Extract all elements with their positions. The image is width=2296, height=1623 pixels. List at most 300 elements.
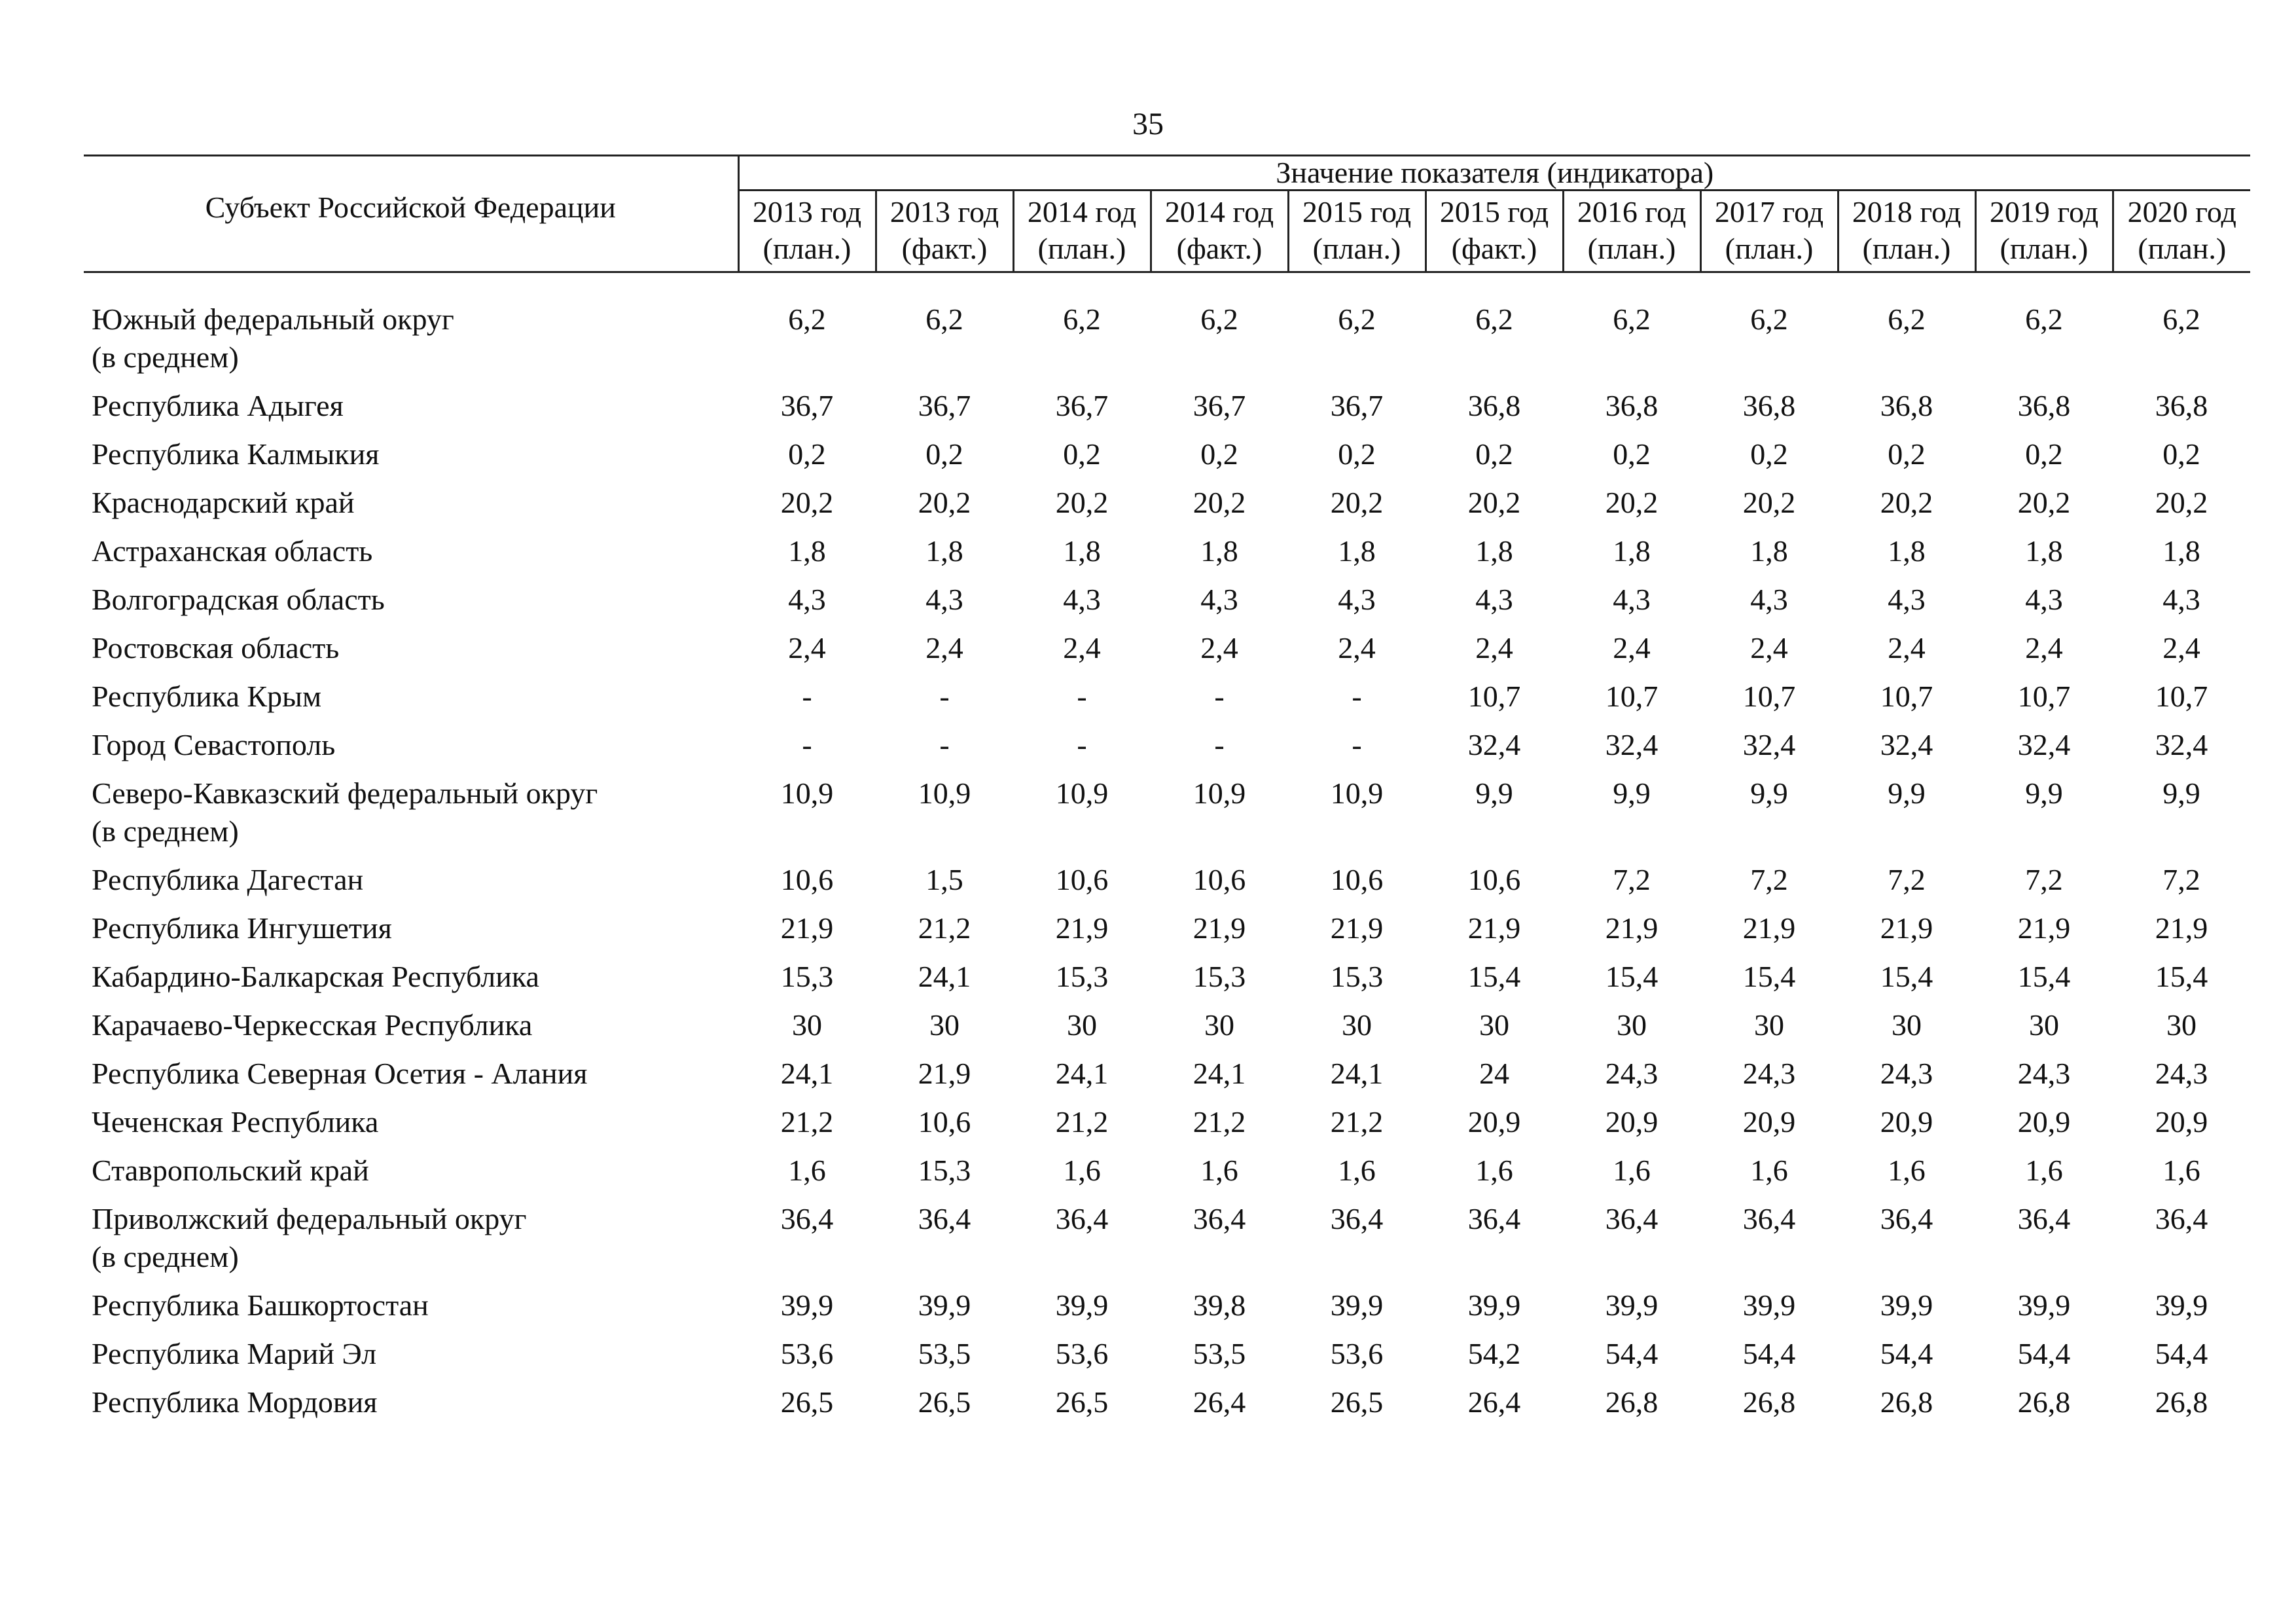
table-row [84,295,2250,382]
value-cell: 26,5 [1330,1385,1384,1419]
value-cell: 1,6 [788,1154,826,1187]
value-cell: 26,5 [780,1385,834,1419]
region-name-cell [84,1281,738,1330]
header-spacer [84,272,2250,296]
value-cell: 7,2 [2025,863,2063,896]
region-name-line: Ростовская область [92,631,340,665]
value-cell: - [802,728,812,761]
value-cell: 0,2 [925,437,963,471]
value-cell: 54,2 [1467,1337,1521,1370]
table-row [84,479,2250,527]
value-cell: 1,6 [2162,1154,2200,1187]
value-cell: 4,3 [1338,583,1376,616]
value-cell: 9,9 [1750,776,1788,810]
value-cell: - [802,680,812,713]
value-cell: 10,7 [2017,680,2071,713]
value-cell: 36,8 [1880,389,1933,422]
value-cell: 20,2 [918,486,971,519]
table-row [84,624,2250,672]
value-cell: 1,8 [2162,534,2200,568]
value-cell: 6,2 [2025,302,2063,336]
region-name-cell [84,1378,738,1427]
value-cell: 39,9 [2155,1288,2208,1322]
value-cell: 53,6 [1055,1337,1109,1370]
value-cell: 4,3 [1750,583,1788,616]
column-year: 2018 год [1852,195,1962,228]
value-cell: 39,9 [1742,1288,1796,1322]
value-cell: 10,6 [1193,863,1246,896]
region-name-cell [84,672,738,721]
column-kind: (факт.) [901,232,988,265]
value-cell: 36,4 [780,1202,834,1235]
value-cell: 7,2 [2162,863,2200,896]
table-row [84,904,2250,953]
value-cell: 21,2 [1330,1105,1384,1139]
value-cell: 7,2 [1750,863,1788,896]
region-name-line: Республика Крым [92,680,322,713]
value-cell: 10,7 [1742,680,1796,713]
table-row [84,1001,2250,1049]
value-cell: 26,8 [1605,1385,1659,1419]
value-cell: 1,6 [1888,1154,1926,1187]
value-cell: 2,4 [1750,631,1788,665]
value-cell: 24,1 [918,960,971,993]
region-name-cell [84,856,738,904]
value-cell: 10,7 [1605,680,1659,713]
value-cell: 20,9 [2155,1105,2208,1139]
value-cell: - [1352,728,1362,761]
column-kind: (факт.) [1176,232,1263,265]
value-cell: 6,2 [2162,302,2200,336]
year-column-header [1151,191,1288,272]
table-row [84,1281,2250,1330]
value-cell: 24,3 [1742,1057,1796,1090]
table-row [84,953,2250,1001]
value-cell: 21,2 [780,1105,834,1139]
value-cell: - [1214,680,1225,713]
value-cell: 36,8 [1742,389,1796,422]
value-cell: 36,8 [2155,389,2208,422]
region-name-cell [84,430,738,479]
column-year: 2020 год [2127,195,2236,228]
value-cell: 10,9 [1055,776,1109,810]
value-cell: 2,4 [2162,631,2200,665]
value-cell: 21,9 [1055,911,1109,945]
value-cell: 9,9 [1888,776,1926,810]
region-name-cell [84,1146,738,1195]
region-name-line: Южный федеральный округ [92,302,454,336]
table-row [84,575,2250,624]
value-cell: 10,6 [1330,863,1384,896]
table-row [84,1378,2250,1427]
value-cell: 20,9 [1880,1105,1933,1139]
value-cell: 39,9 [1605,1288,1659,1322]
value-cell: 54,4 [1742,1337,1796,1370]
value-cell: 36,4 [1055,1202,1109,1235]
value-cell: 30 [2166,1008,2197,1042]
value-cell: 1,5 [925,863,963,896]
column-year: 2013 год [752,195,862,228]
value-cell: 20,2 [780,486,834,519]
value-cell: 53,5 [918,1337,971,1370]
value-cell: 20,9 [1467,1105,1521,1139]
value-cell: 0,2 [2025,437,2063,471]
column-kind: (план.) [1862,232,1951,265]
value-cell: 30 [2029,1008,2059,1042]
value-cell: 10,7 [2155,680,2208,713]
value-cell: - [1214,728,1225,761]
region-name-line: Карачаево-Черкесская Республика [92,1008,533,1042]
value-cell: 30 [1342,1008,1372,1042]
value-cell: 21,9 [2155,911,2208,945]
value-cell: 2,4 [788,631,826,665]
region-name-cell [84,769,738,856]
value-cell: 0,2 [2162,437,2200,471]
value-cell: 6,2 [1200,302,1238,336]
value-cell: 30 [792,1008,822,1042]
value-cell: 30 [1617,1008,1647,1042]
value-cell: 6,2 [1063,302,1101,336]
value-cell: 10,6 [1467,863,1521,896]
table-row [84,1098,2250,1146]
value-cell: 54,4 [2017,1337,2071,1370]
value-cell: 2,4 [1613,631,1651,665]
value-cell: 24,1 [1193,1057,1246,1090]
region-name-line: Город Севастополь [92,728,336,761]
value-cell: 39,9 [1467,1288,1521,1322]
region-name-cell [84,904,738,953]
region-name-line: (в среднем) [92,814,239,848]
value-cell: - [939,680,950,713]
value-cell: 36,4 [1193,1202,1246,1235]
value-cell: 15,4 [2017,960,2071,993]
value-cell: 26,8 [2155,1385,2208,1419]
region-name-cell [84,1195,738,1281]
column-kind: (план.) [1037,232,1126,265]
column-kind: (план.) [1587,232,1676,265]
value-cell: 36,4 [2017,1202,2071,1235]
value-cell: 9,9 [1475,776,1513,810]
year-column-header [1838,191,1975,272]
value-cell: 15,3 [918,1154,971,1187]
region-name-cell [84,382,738,430]
value-cell: 15,3 [780,960,834,993]
region-column-header: Субъект Российской Федерации [84,156,738,272]
column-year: 2017 год [1714,195,1824,228]
value-cell: 54,4 [2155,1337,2208,1370]
value-cell: 1,8 [1750,534,1788,568]
value-cell: 20,2 [1467,486,1521,519]
value-cell: 2,4 [1338,631,1376,665]
value-cell: 24,3 [1880,1057,1933,1090]
value-cell: 1,8 [1613,534,1651,568]
value-cell: 20,9 [1605,1105,1659,1139]
value-cell: 36,4 [1330,1202,1384,1235]
value-cell: 32,4 [2017,728,2071,761]
region-name-line: Республика Калмыкия [92,437,380,471]
value-cell: 24,3 [1605,1057,1659,1090]
value-cell: 36,4 [1880,1202,1933,1235]
value-cell: 26,8 [1880,1385,1933,1419]
value-cell: 39,8 [1193,1288,1246,1322]
page-number: 35 [1132,107,1164,141]
year-column-header [1288,191,1426,272]
value-cell: 4,3 [1475,583,1513,616]
value-cell: 7,2 [1888,863,1926,896]
indicator-table [84,155,2250,1427]
value-cell: 2,4 [1888,631,1926,665]
value-cell: 1,6 [1063,1154,1101,1187]
value-cell: 15,4 [2155,960,2208,993]
value-cell: 10,9 [780,776,834,810]
value-cell: 1,8 [788,534,826,568]
value-cell: 6,2 [1475,302,1513,336]
value-cell: 10,9 [1330,776,1384,810]
value-cell: 15,4 [1880,960,1933,993]
region-name-line: (в среднем) [92,340,239,374]
value-cell: 32,4 [1742,728,1796,761]
value-cell: 4,3 [2162,583,2200,616]
year-column-header [1975,191,2113,272]
column-year: 2016 год [1577,195,1687,228]
value-cell: 1,6 [1750,1154,1788,1187]
value-cell: 39,9 [918,1288,971,1322]
column-kind: (план.) [1312,232,1401,265]
value-cell: 21,9 [1742,911,1796,945]
value-cell: 15,3 [1330,960,1384,993]
value-cell: 4,3 [1063,583,1101,616]
value-cell: 1,6 [1200,1154,1238,1187]
table-row [84,1146,2250,1195]
value-cell: 9,9 [2162,776,2200,810]
value-cell: 39,9 [1055,1288,1109,1322]
value-cell: 26,8 [1742,1385,1796,1419]
value-cell: 0,2 [1063,437,1101,471]
value-cell: 54,4 [1605,1337,1659,1370]
value-cell: 15,4 [1605,960,1659,993]
region-name-line: Кабардино-Балкарская Республика [92,960,539,993]
column-kind: (план.) [2138,232,2227,265]
region-name-cell [84,953,738,1001]
table-row [84,1195,2250,1281]
value-cell: 36,4 [918,1202,971,1235]
value-cell: 21,9 [1193,911,1246,945]
column-year: 2015 год [1439,195,1549,228]
column-kind: (план.) [2000,232,2089,265]
value-cell: - [1352,680,1362,713]
value-cell: 0,2 [1888,437,1926,471]
value-cell: 21,9 [1467,911,1521,945]
value-cell: 1,8 [1338,534,1376,568]
value-cell: 30 [1754,1008,1784,1042]
value-cell: 32,4 [1467,728,1521,761]
value-cell: 24,1 [1330,1057,1384,1090]
table-row [84,1330,2250,1378]
value-cell: 15,4 [1742,960,1796,993]
value-cell: 1,8 [1200,534,1238,568]
region-name-line: Астраханская область [92,534,373,568]
value-cell: 20,2 [2017,486,2071,519]
value-cell: 32,4 [1880,728,1933,761]
column-kind: (факт.) [1451,232,1537,265]
value-cell: 36,4 [1742,1202,1796,1235]
value-cell: 32,4 [2155,728,2208,761]
table-row [84,527,2250,575]
value-cell: 6,2 [1750,302,1788,336]
value-cell: 1,6 [1613,1154,1651,1187]
column-year: 2014 год [1164,195,1274,228]
value-cell: 10,9 [1193,776,1246,810]
value-cell: 1,8 [1888,534,1926,568]
year-column-header [738,191,876,272]
region-name-line: Республика Марий Эл [92,1337,377,1370]
value-cell: 10,6 [780,863,834,896]
value-cell: 20,2 [1055,486,1109,519]
region-name-line: Республика Дагестан [92,863,364,896]
value-cell: 4,3 [788,583,826,616]
value-cell: 21,9 [1605,911,1659,945]
value-cell: 24,3 [2017,1057,2071,1090]
value-cell: 26,5 [918,1385,971,1419]
value-cell: 20,2 [1742,486,1796,519]
region-name-cell [84,1098,738,1146]
value-cell: 10,9 [918,776,971,810]
value-cell: 20,2 [2155,486,2208,519]
value-cell: 39,9 [780,1288,834,1322]
value-cell: 24,1 [1055,1057,1109,1090]
value-cell: 20,2 [1605,486,1659,519]
value-cell: 0,2 [1338,437,1376,471]
table-row [84,672,2250,721]
value-cell: 1,8 [1063,534,1101,568]
value-cell: 0,2 [788,437,826,471]
value-cell: 24 [1479,1057,1509,1090]
table-row [84,769,2250,856]
value-cell: 1,6 [1475,1154,1513,1187]
region-name-cell [84,1330,738,1378]
region-name-cell [84,1049,738,1098]
region-name-cell [84,1001,738,1049]
region-name-cell [84,479,738,527]
region-name-line: Республика Адыгея [92,389,344,422]
value-cell: - [1077,728,1087,761]
value-cell: 10,6 [918,1105,971,1139]
value-cell: 53,5 [1193,1337,1246,1370]
value-cell: 4,3 [1888,583,1926,616]
value-cell: 1,8 [2025,534,2063,568]
region-name-line: Краснодарский край [92,486,355,519]
value-cell: 24,1 [780,1057,834,1090]
region-name-line: Северо-Кавказский федеральный округ [92,776,598,810]
column-year: 2014 год [1027,195,1137,228]
value-cell: 54,4 [1880,1337,1933,1370]
region-name-line: Республика Северная Осетия - Алания [92,1057,588,1090]
value-cell: 21,9 [1880,911,1933,945]
value-cell: 20,2 [1330,486,1384,519]
region-name-line: (в среднем) [92,1240,239,1273]
value-cell: 9,9 [1613,776,1651,810]
value-cell: 0,2 [1475,437,1513,471]
value-cell: 36,4 [1467,1202,1521,1235]
value-cell: 36,7 [1055,389,1109,422]
value-cell: 2,4 [1063,631,1101,665]
value-cell: 21,2 [1055,1105,1109,1139]
value-cell: 15,3 [1055,960,1109,993]
year-column-header [876,191,1013,272]
value-cell: 30 [929,1008,960,1042]
value-cell: 36,4 [2155,1202,2208,1235]
year-column-header [2113,191,2250,272]
value-cell: 39,9 [1880,1288,1933,1322]
table-header [84,156,2250,272]
value-cell: 1,6 [2025,1154,2063,1187]
table-row [84,430,2250,479]
column-kind: (план.) [1725,232,1814,265]
value-cell: 26,4 [1467,1385,1521,1419]
table-row [84,721,2250,769]
column-year: 2015 год [1302,195,1412,228]
value-cell: 9,9 [2025,776,2063,810]
value-cell: 26,4 [1193,1385,1246,1419]
value-cell: 24,3 [2155,1057,2208,1090]
value-cell: 26,5 [1055,1385,1109,1419]
value-cell: 6,2 [1338,302,1376,336]
region-name-line: Волгоградская область [92,583,385,616]
value-cell: 1,8 [1475,534,1513,568]
value-cell: 2,4 [1200,631,1238,665]
region-name-cell [84,721,738,769]
value-cell: 1,8 [925,534,963,568]
value-cell: 15,3 [1193,960,1246,993]
value-cell: 0,2 [1200,437,1238,471]
value-cell: 1,6 [1338,1154,1376,1187]
value-cell: 0,2 [1613,437,1651,471]
value-cell: 6,2 [1888,302,1926,336]
value-cell: 21,2 [918,911,971,945]
value-cell: 21,9 [2017,911,2071,945]
year-column-header [1700,191,1838,272]
column-year: 2013 год [889,195,999,228]
year-column-header [1426,191,1563,272]
value-cell: 36,8 [1605,389,1659,422]
year-column-header [1563,191,1700,272]
value-cell: 21,9 [918,1057,971,1090]
value-cell: 20,9 [2017,1105,2071,1139]
region-name-line: Приволжский федеральный округ [92,1202,527,1235]
value-cell: 36,7 [780,389,834,422]
value-cell: 10,7 [1467,680,1521,713]
value-cell: 20,2 [1880,486,1933,519]
region-name-line: Республика Ингушетия [92,911,392,945]
value-cell: 36,4 [1605,1202,1659,1235]
value-cell: 36,7 [1330,389,1384,422]
year-column-header [1013,191,1151,272]
region-name-line: Республика Мордовия [92,1385,378,1419]
column-kind: (план.) [762,232,852,265]
value-cell: 4,3 [2025,583,2063,616]
region-name-cell [84,575,738,624]
value-cell: 30 [1479,1008,1509,1042]
value-cell: 30 [1067,1008,1097,1042]
value-cell: 32,4 [1605,728,1659,761]
value-cell: 36,7 [1193,389,1246,422]
value-cell: 2,4 [1475,631,1513,665]
region-name-cell [84,624,738,672]
value-cell: 26,8 [2017,1385,2071,1419]
region-name-line: Республика Башкортостан [92,1288,429,1322]
table-row [84,382,2250,430]
value-cell: 21,2 [1193,1105,1246,1139]
